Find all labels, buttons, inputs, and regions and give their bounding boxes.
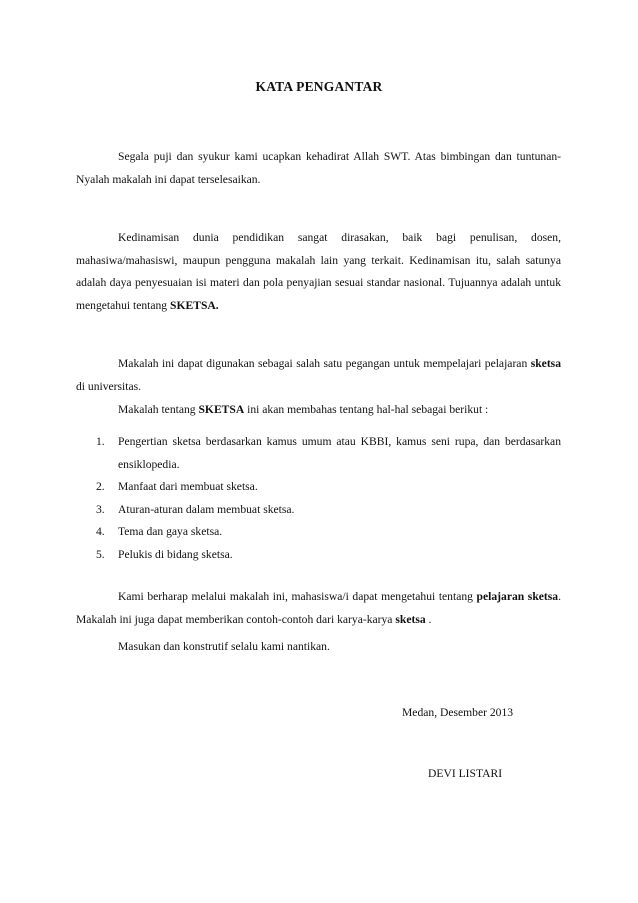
list-item bbox=[90, 431, 561, 476]
sketsa-emphasis: sketsa bbox=[530, 357, 561, 370]
paragraph-usage-text: Makalah ini dapat digunakan sebagai salah satu pegangan untuk mempelajari pelajaran bbox=[118, 357, 531, 370]
paragraph-dynamics bbox=[76, 227, 561, 317]
list-number: 3. bbox=[96, 502, 105, 516]
paragraph-usage bbox=[76, 353, 561, 398]
paragraph-opening bbox=[76, 146, 561, 191]
pelajaran-sketsa-emphasis: pelajaran sketsa bbox=[476, 590, 559, 603]
list-number: 1. bbox=[96, 435, 105, 448]
list-text: Pelukis di bidang sketsa. bbox=[118, 547, 233, 561]
list-text: Manfaat dari membuat sketsa. bbox=[118, 480, 258, 493]
paragraph-dynamics-text: Kedinamisan dunia pendidikan sangat dirasakan, baik bagi penulisan, dosen, mahasiwa/mahasiswi, maupun pengguna makalah lain yang terkait. Kedinamisan itu, salah satunya adalah daya penyesuaian isi materi dan pola penyajian sesuai standar nasional. Tujuannya adalah untuk mengetahui tentang bbox=[76, 231, 561, 312]
list-item bbox=[90, 476, 561, 499]
paragraph-topics-post: ini akan membahas tentang hal-hal sebagai berikut : bbox=[244, 403, 489, 416]
list-text: Pengertian sketsa berdasarkan kamus umum atau KBBI, kamus seni rupa, dan berdasarkan ensiklopedia. bbox=[118, 435, 561, 471]
sketsa-emphasis: SKETSA bbox=[198, 403, 245, 416]
paragraph-hope-tail: . bbox=[425, 612, 432, 626]
topics-list bbox=[90, 431, 561, 566]
paragraph-topics-pre: Makalah tentang bbox=[118, 403, 199, 416]
list-text: Tema dan gaya sketsa. bbox=[118, 525, 223, 538]
page-title: KATA PENGANTAR bbox=[255, 79, 383, 94]
paragraph-usage-tail: di universitas. bbox=[76, 379, 142, 393]
paragraph-opening-text: Segala puji dan syukur kami ucapkan kehadirat Allah SWT. Atas bimbingan dan tuntunan-Nyalah makalah ini dapat terselesaikan. bbox=[76, 150, 561, 186]
paragraph-hope-text: Kami berharap melalui makalah ini, mahasiswa/i dapat mengetahui tentang bbox=[118, 590, 477, 603]
list-number: 4. bbox=[96, 525, 105, 538]
list-item bbox=[90, 544, 561, 567]
sketsa-emphasis: sketsa bbox=[395, 612, 426, 626]
paragraph-feedback-text: Masukan dan konstrutif selalu kami nantikan. bbox=[118, 640, 330, 653]
paragraph-hope bbox=[76, 586, 561, 631]
sketsa-emphasis: SKETSA. bbox=[170, 298, 219, 312]
place-date: Medan, Desember 2013 bbox=[402, 706, 514, 719]
list-item bbox=[90, 499, 561, 522]
list-number: 2. bbox=[96, 480, 105, 493]
paragraph-feedback bbox=[118, 636, 561, 659]
paragraph-hope-mid: . Makalah ini juga dapat memberikan contoh-contoh dari karya-karya bbox=[76, 590, 561, 626]
list-text: Aturan-aturan dalam membuat sketsa. bbox=[118, 502, 295, 516]
paragraph-topics-intro bbox=[118, 399, 561, 422]
list-item bbox=[90, 521, 561, 544]
list-number: 5. bbox=[96, 547, 105, 561]
author-name: DEVI LISTARI bbox=[428, 767, 503, 780]
